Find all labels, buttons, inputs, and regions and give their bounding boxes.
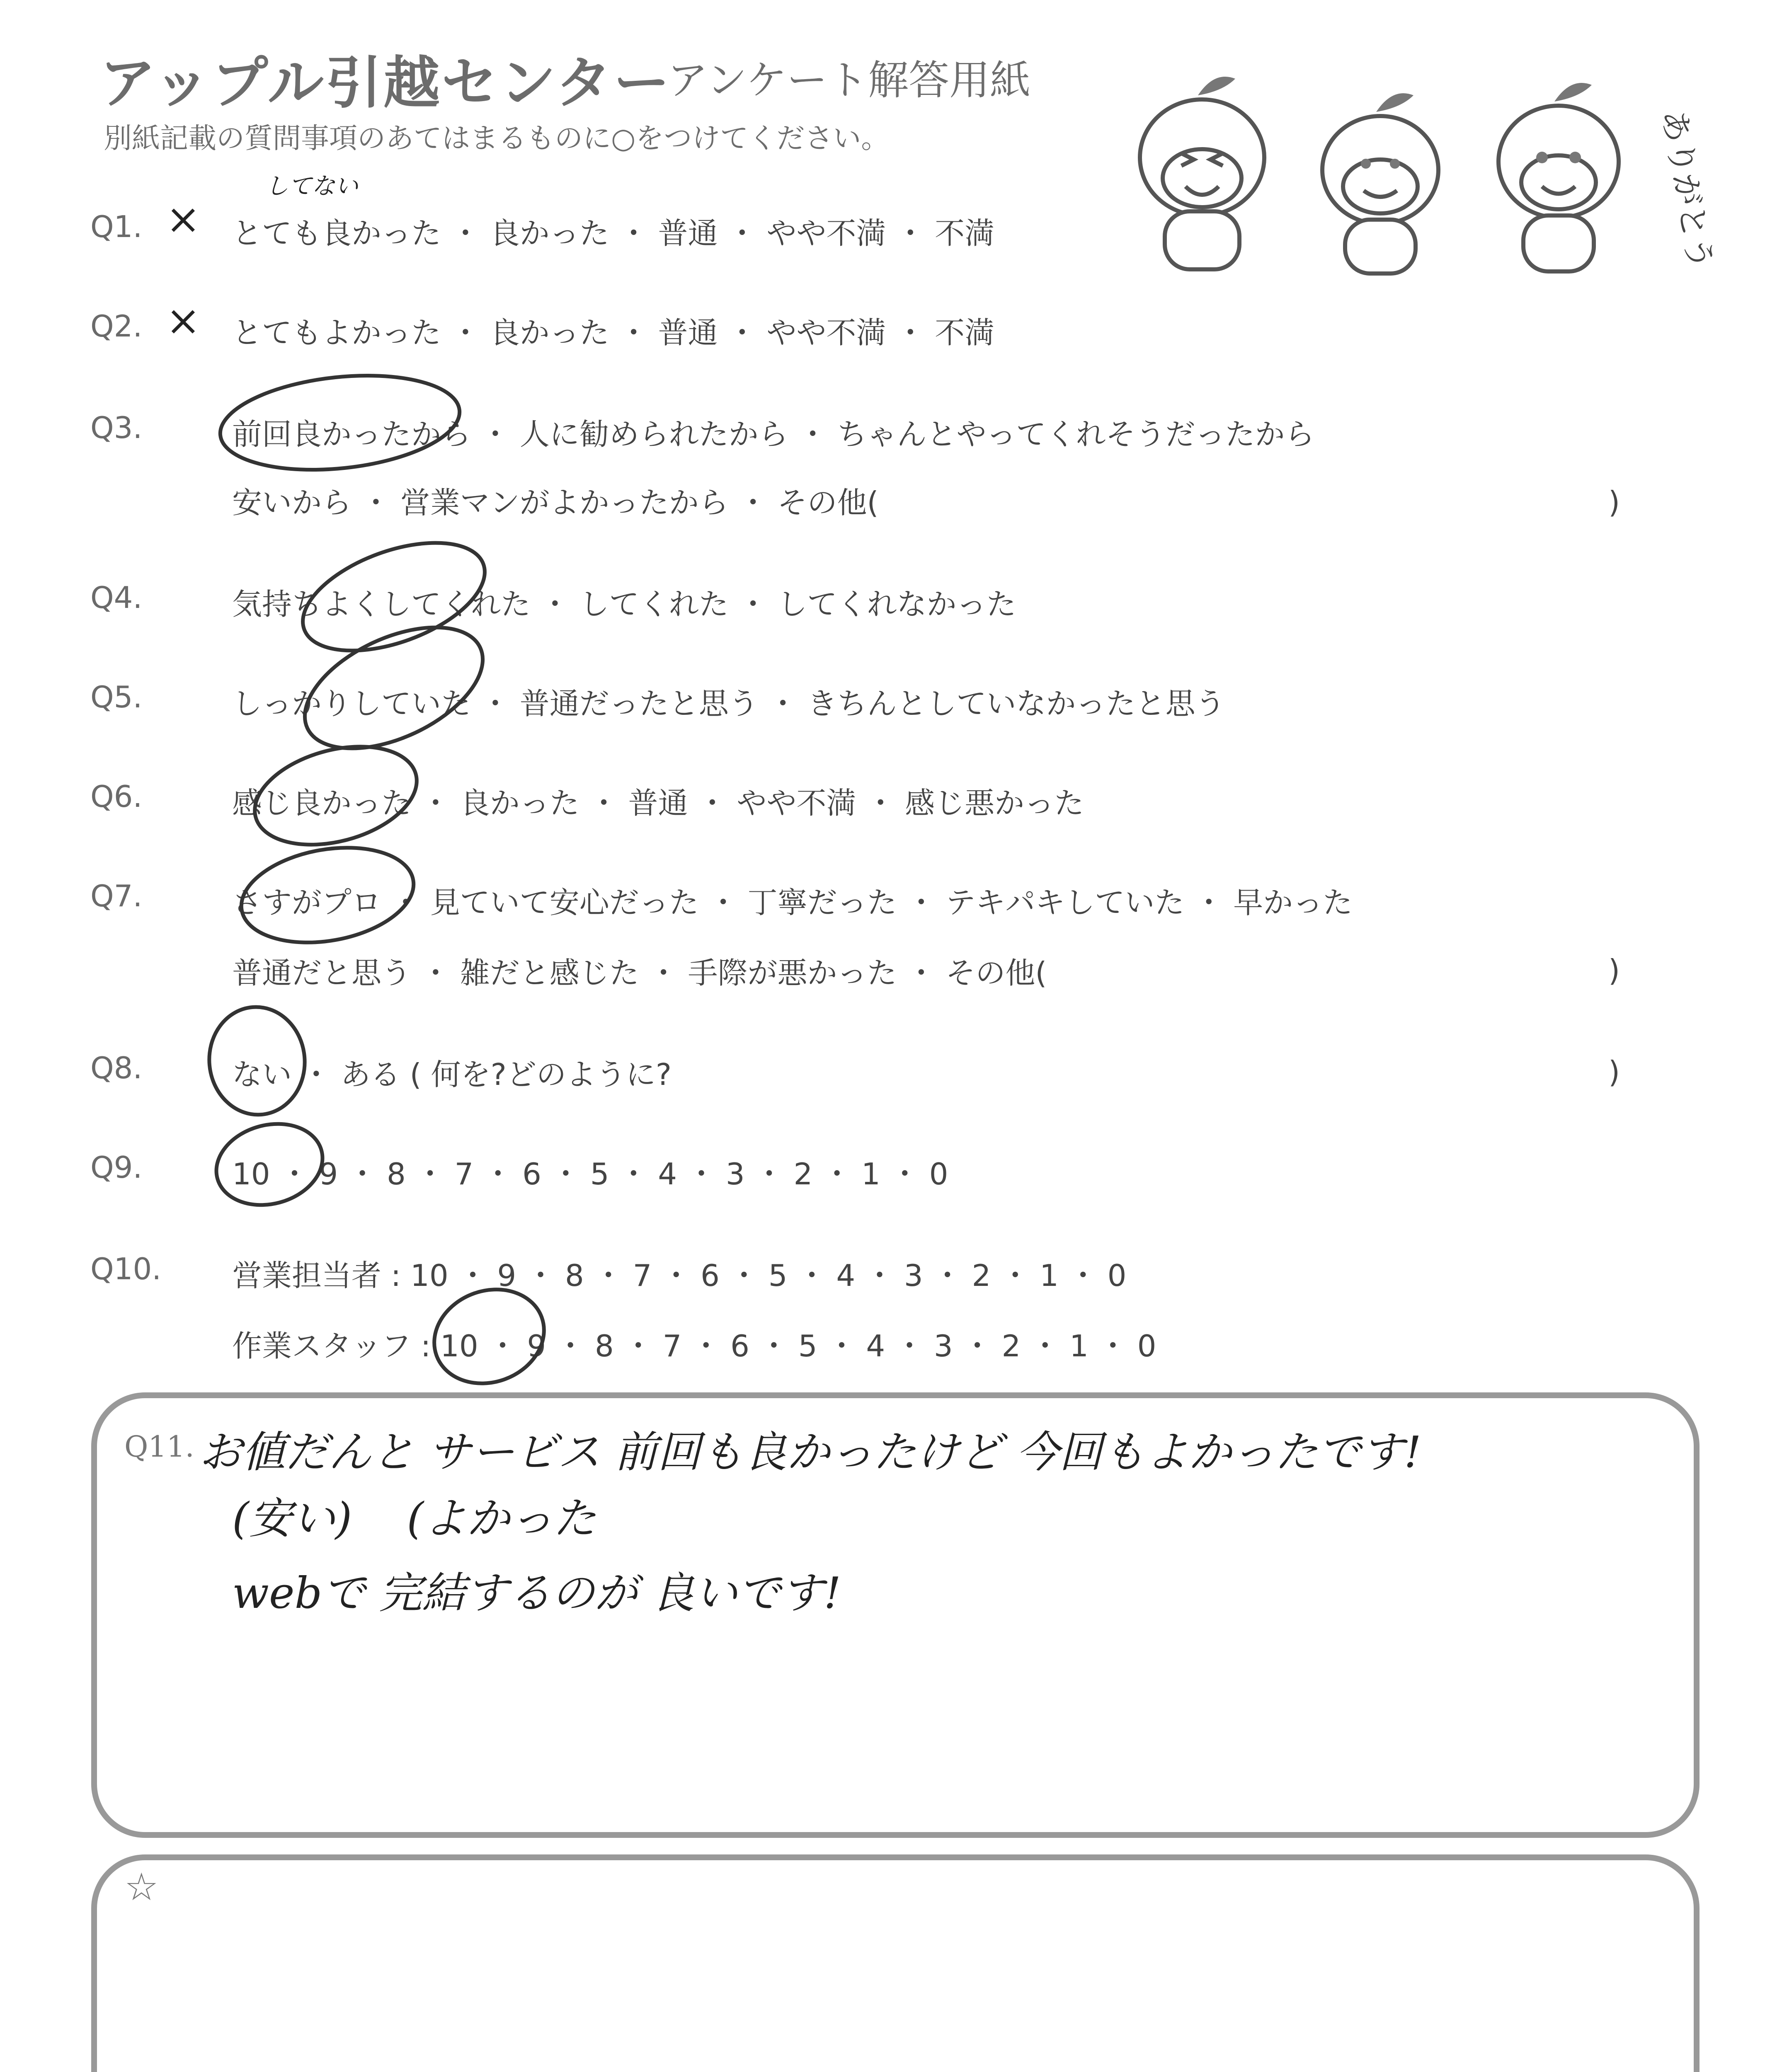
q1-options: とても良かった ・ 良かった ・ 普通 ・ やや不満 ・ 不満 [232,216,995,251]
q6-options: 感じ良かった ・ 良かった ・ 普通 ・ やや不満 ・ 感じ悪かった [232,786,1084,821]
question-number-q8: Q8. [90,1051,143,1085]
form-subtitle: アンケート解答用紙 [667,57,1031,104]
question-number-q1: Q1. [90,209,143,244]
thanks-text: ありがとう [1654,107,1719,273]
star-box-label: ☆ [124,1865,159,1909]
q7-other-close-paren: ) [1608,953,1620,988]
question-number-q6: Q6. [90,779,143,814]
q11-label: Q11. [124,1430,194,1464]
q8-options: ない ・ ある ( 何を?どのように? [232,1057,672,1092]
q3-options-line1: 前回良かったから ・ 人に勧められたから ・ ちゃんとやってくれそうだったから [232,417,1315,452]
q3-other-close-paren: ) [1608,485,1620,520]
form-instruction: 別紙記載の質問事項のあてはまるものに○をつけてください。 [104,122,890,155]
question-number-q5: Q5. [90,680,143,714]
question-number-q3: Q3. [90,410,143,445]
question-number-q2: Q2. [90,309,143,344]
q1-handwritten-note: してない [265,173,358,200]
q8-close-paren: ) [1608,1055,1620,1089]
q11-comment-line1: お値だんと サービス 前回も良かったけど 今回もよかったです! [199,1427,1421,1477]
form-title: アップル引越センター [99,51,672,116]
q5-options: しっかりしていた ・ 普通だったと思う ・ きちんとしていなかったと思う [232,686,1225,721]
q10-staff-scale: 作業スタッフ : 10 ・ 9 ・ 8 ・ 7 ・ 6 ・ 5 ・ 4 ・ 3 ・ 2 ・ 1 ・ 0 [232,1329,1156,1363]
question-number-q7: Q7. [90,879,143,913]
q2-options: とてもよかった ・ 良かった ・ 普通 ・ やや不満 ・ 不満 [232,315,995,350]
question-number-q9: Q9. [90,1150,143,1185]
monkey-mascots-illustration [1119,62,1719,278]
question-number-q4: Q4. [90,580,143,615]
question-number-q10: Q10. [90,1251,162,1286]
q9-scale: 10 ・ 9 ・ 8 ・ 7 ・ 6 ・ 5 ・ 4 ・ 3 ・ 2 ・ 1 ・ 0 [232,1157,948,1191]
q4-options: 気持ちよくしてくれた ・ してくれた ・ してくれなかった [232,587,1016,622]
q7-options-line2: 普通だと思う ・ 雑だと感じた ・ 手際が悪かった ・ その他( [232,956,1047,990]
q3-options-line2: 安いから ・ 営業マンがよかったから ・ その他( [232,485,879,520]
q7-options-line1: さすがプロ ・ 見ていて安心だった ・ 丁寧だった ・ テキパキしていた ・ 早かった [232,885,1353,920]
q2-cross-mark: × [166,296,201,345]
star-notes-box [91,1854,1700,2072]
q11-comment-line3: webで 完結するのが 良いです! [232,1568,841,1618]
q1-cross-mark: × [166,195,201,243]
q11-comment-line2: (安い) (よかった [232,1493,596,1544]
q10-sales-scale: 営業担当者 : 10 ・ 9 ・ 8 ・ 7 ・ 6 ・ 5 ・ 4 ・ 3 ・ 2 ・ 1 ・ 0 [232,1258,1127,1293]
